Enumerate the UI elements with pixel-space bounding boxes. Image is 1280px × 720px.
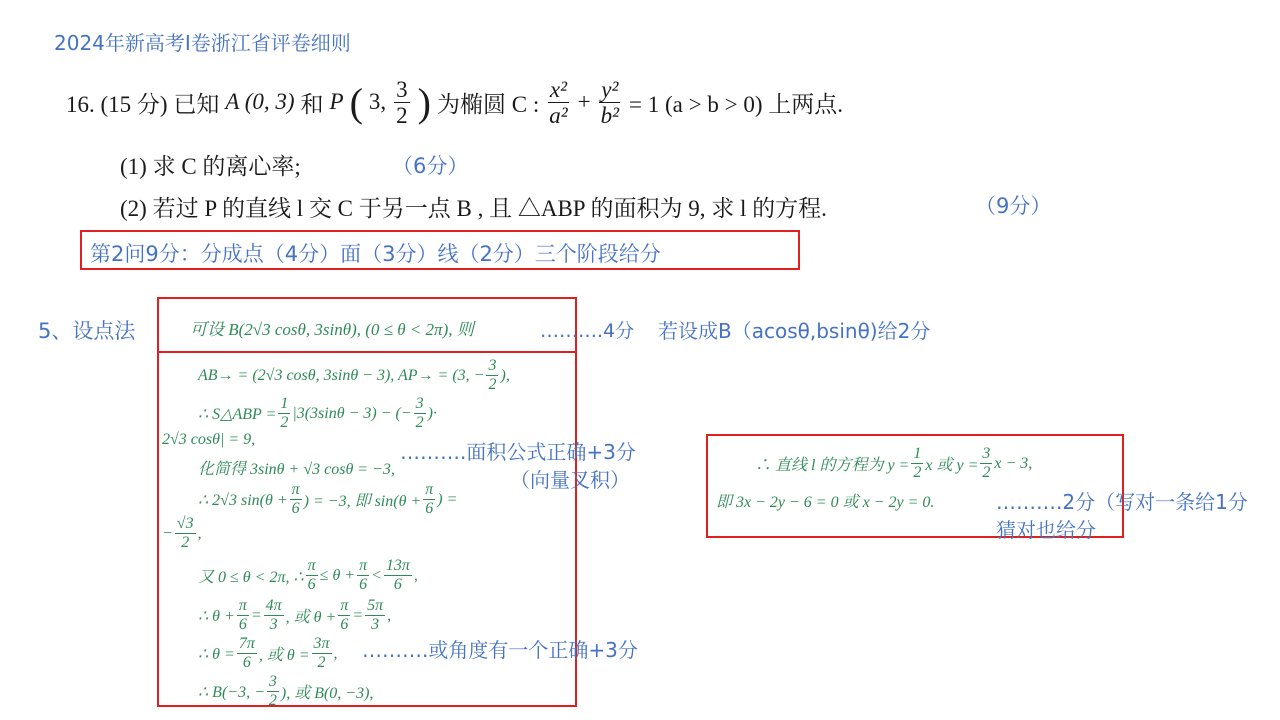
solution-line-5: ∴ 2√3 sin(θ + $\frac{\pi}{6}$ ) = −3, 即 sin(θ + $\frac{\pi}{6}$ ) = (198, 481, 458, 517)
answer-line-1: ∴ 直线 l 的方程为 y = $\frac{1}{2}$ x 或 y = $\frac{3}{2}$ x − 3, (755, 445, 1033, 481)
problem-stem (66, 72, 843, 132)
solution-line-3: 2√3 cosθ| = 9, (162, 431, 256, 448)
solution-line-9: ∴ θ = $\frac{7\pi}{6}$ , 或 θ = $\frac{3\pi}{2}$ , (198, 635, 338, 671)
y2-b2-fraction: $\frac{\text{y²}}{\text{b²}}$ (600, 76, 620, 128)
x2-a2-fraction: $\frac{\text{x²}}{\text{a²}}$ (549, 76, 568, 128)
step1-alt-note: 若设成B（acosθ,bsinθ)给2分 (658, 319, 931, 343)
ellipse-suffix: = 1 (a > b > 0) 上两点. (629, 91, 843, 117)
cross-product-note: （向量叉积） (510, 468, 630, 492)
line-equation-note: ……….2分（写对一条给1分 (996, 490, 1248, 514)
p-x: 3, (368, 89, 387, 114)
left-paren: ( (349, 79, 363, 125)
p-y-fraction: $\frac{3}{2}$ (396, 76, 408, 128)
solution-line-6: − $\frac{√3}{2}$ , (162, 515, 202, 551)
part-2: (2) 若过 P 的直线 l 交 C 于另一点 B , 且 △ABP 的面积为 9, 求 l 的方程. (120, 196, 827, 221)
ellipse-prefix: 为椭圆 C : (437, 91, 540, 117)
area-formula-note: ……….面积公式正确+3分 (400, 440, 636, 464)
solution-line-2: ∴ S△ABP = $\frac{1}{2}$ |3(3sinθ − 3) − (− $\frac{3}{2}$ )· (198, 395, 437, 431)
step1-text: 可设 B(2√3 cosθ, 3sinθ), (0 ≤ θ < 2π), 则 (190, 320, 474, 339)
method-label: 5、设点法 (38, 319, 136, 343)
scoring-summary: 第2问9分：分成点（4分）面（3分）线（2分）三个阶段给分 (90, 242, 661, 266)
angle-note: ……….或角度有一个正确+3分 (362, 638, 638, 662)
and-text: 和 (300, 91, 324, 117)
part-2-score: （9分） (975, 194, 1052, 218)
part-1: (1) 求 C 的离心率; (120, 154, 301, 179)
stem-prefix: 16. (15 分) 已知 (66, 91, 220, 117)
page-title: 2024年新高考Ⅰ卷浙江省评卷细则 (54, 31, 351, 55)
guess-also-scores-note: 猜对也给分 (996, 518, 1096, 542)
point-p-label: P (329, 89, 344, 114)
solution-line-1: AB→ = (2√3 cosθ, 3sinθ − 3), AP→ = (3, − $\frac{3}{2}$ ), (198, 357, 510, 393)
right-paren: ) (417, 79, 431, 125)
solution-line-7: 又 0 ≤ θ < 2π, ∴ $\frac{\pi}{6}$ ≤ θ + $\frac{\pi}{6}$ < $\frac{13\pi}{6}$ , (198, 557, 418, 593)
step1-score: ……….4分 (540, 320, 635, 342)
plus-sign: + (577, 89, 591, 114)
answer-line-2: 即 3x − 2y − 6 = 0 或 x − 2y = 0. (716, 494, 935, 511)
part-1-score: （6分） (392, 154, 469, 178)
solution-line-8: ∴ θ + $\frac{\pi}{6}$ = $\frac{4\pi}{3}$ , 或 θ + $\frac{\pi}{6}$ = $\frac{5\pi}{3}$ , (198, 597, 392, 633)
solution-line-4: 化简得 3sinθ + √3 cosθ = −3, (198, 461, 395, 478)
solution-line-10: ∴ B(−3, − $\frac{3}{2}$ ), 或 B(0, −3), (198, 673, 374, 709)
point-a: A (0, 3) (225, 89, 295, 114)
